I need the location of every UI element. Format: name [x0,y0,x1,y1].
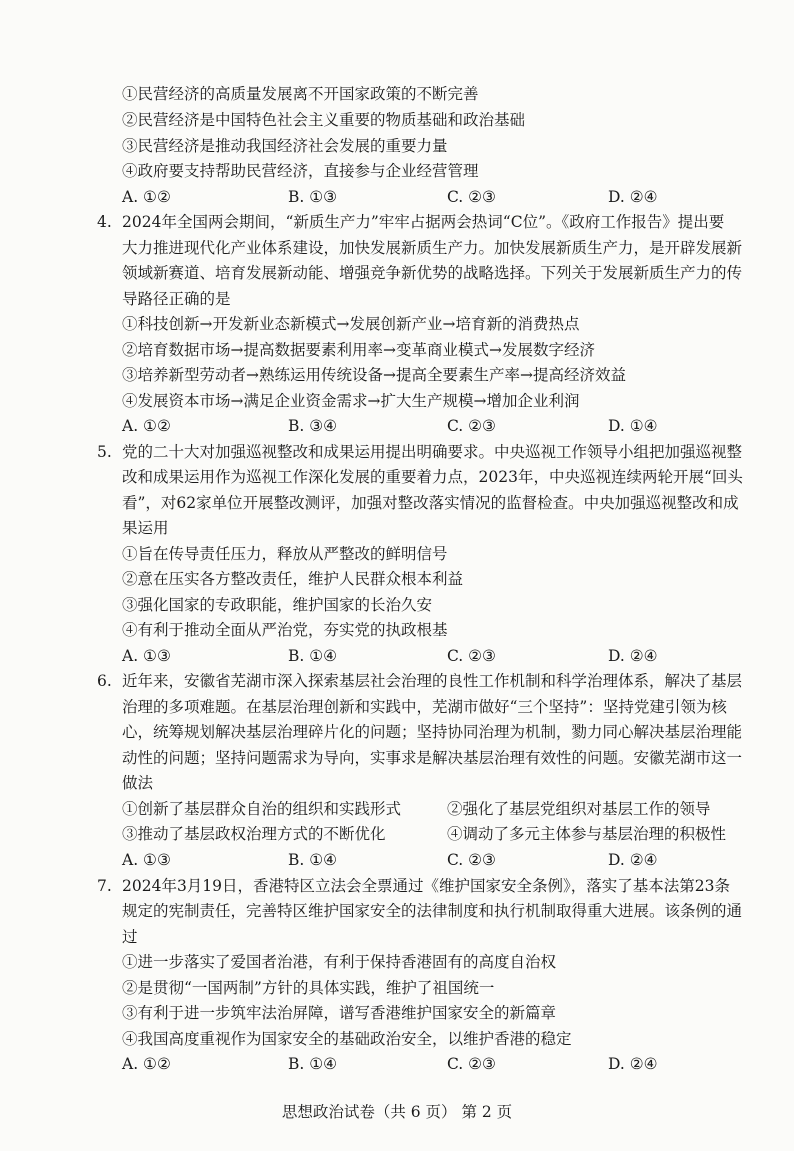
question-5-stem-line [0,440,794,464]
stem-text: 导路径正确的是 [122,290,231,308]
stem-text: 动性的问题；坚持问题需求为导向，实事求是解决基层治理有效性的问题。安徽芜湖市这一 [122,749,743,767]
stem-text: 治理的多项难题。在基层治理创新和实践中，芜湖市做好“三个坚持”：坚持党建引领为核 [122,698,727,716]
question-number: 5. [97,443,112,461]
statement-row [0,797,794,821]
options-row [0,414,794,438]
stem-text: 近年来，安徽省芜湖市深入探索基层社会治理的良性工作机制和科学治理体系，解决了基层 [122,672,743,690]
options-row [0,1052,794,1076]
statement: ③有利于进一步筑牢法治屏障，谱写香港维护国家安全的新篇章 [122,1004,557,1022]
options-row [0,644,794,668]
option-a[interactable]: A. ①③ [122,647,171,665]
question-number: 7. [97,877,112,895]
options-row [0,848,794,872]
stem-text: 做法 [122,774,154,792]
question-number: 6. [97,672,112,690]
stem-text: 大力推进现代化产业体系建设，加快发展新质生产力。加快发展新质生产力，是开辟发展新 [122,239,743,257]
option-a[interactable]: A. ①③ [122,851,171,869]
statement: ④我国高度重视作为国家安全的基础政治安全，以维护香港的稳定 [122,1030,572,1048]
stem-text: 果运用 [122,519,169,537]
statement: ④有利于推动全面从严治党，夯实党的执政根基 [122,621,448,639]
option-d[interactable]: D. ②④ [608,1055,658,1073]
option-b[interactable]: B. ③④ [288,417,338,435]
statement: ③强化国家的专政职能，维护国家的长治久安 [122,596,433,614]
stem-text: 领域新赛道、培育发展新动能、增强竞争新优势的战略选择。下列关于发展新质生产力的传 [122,264,743,282]
question-6-stem-line [0,669,794,693]
stem-text: 过 [122,928,138,946]
option-a[interactable]: A. ①② [122,188,171,206]
statement: ②培育数据市场→提高数据要素利用率→变革商业模式→发展数字经济 [122,341,595,359]
statement: ①旨在传导责任压力，释放从严整改的鲜明信号 [122,545,448,563]
stem-text: 看”，对62家单位开展整改测评，加强对整改落实情况的监督检查。中央加强巡视整改和成 [122,494,739,512]
question-number: 4. [97,213,112,231]
statement-row [0,822,794,846]
page-footer: 思想政治试卷（共 6 页） 第 2 页 [281,1103,513,1121]
stem-text: 2024年全国两会期间，“新质生产力”牢牢占据两会热词“C位”。《政府工作报告》提出要 [122,213,725,231]
stem-text: 党的二十大对加强巡视整改和成果运用提出明确要求。中央巡视工作领导小组把加强巡视整 [122,443,743,461]
options-row [0,185,794,209]
statement: ①科技创新→开发新业态新模式→发展创新产业→培育新的消费热点 [122,315,580,333]
statement: ③民营经济是推动我国经济社会发展的重要力量 [122,137,448,155]
statement: ①创新了基层群众自治的组织和实践形式 [122,800,402,818]
option-d[interactable]: D. ②④ [608,188,658,206]
stem-text: 规定的宪制责任，完善特区维护国家安全的法律制度和执行机制取得重大进展。该条例的通 [122,902,743,920]
statement: ②是贯彻“一国两制”方针的具体实践，维护了祖国统一 [122,979,495,997]
option-b[interactable]: B. ①④ [288,851,338,869]
option-a[interactable]: A. ①② [122,417,171,435]
statement: ②强化了基层党组织对基层工作的领导 [447,800,711,818]
stem-text: 改和成果运用作为巡视工作深化发展的重要着力点，2023年，中央巡视连续两轮开展“回头 [122,468,743,486]
statement: ②民营经济是中国特色社会主义重要的物质基础和政治基础 [122,111,526,129]
option-c[interactable]: C. ②③ [447,188,496,206]
statement: ①民营经济的高质量发展离不开国家政策的不断完善 [122,85,479,103]
option-c[interactable]: C. ②③ [447,647,496,665]
statement: ④发展资本市场→满足企业资金需求→扩大生产规模→增加企业利润 [122,392,580,410]
statement: ③培养新型劳动者→熟练运用传统设备→提高全要素生产率→提高经济效益 [122,366,626,384]
statement: ④政府要支持帮助民营经济，直接参与企业经营管理 [122,162,479,180]
statement: ②意在压实各方整改责任，维护人民群众根本利益 [122,570,464,588]
stem-text: 心，统筹规划解决基层治理碎片化的问题；坚持协同治理为机制，勠力同心解决基层治理能 [122,723,743,741]
stem-text: 2024年3月19日，香港特区立法会全票通过《维护国家安全条例》，落实了基本法第23条 [122,877,731,895]
option-b[interactable]: B. ①③ [288,188,338,206]
option-a[interactable]: A. ①② [122,1055,171,1073]
statement: ①进一步落实了爱国者治港，有利于保持香港固有的高度自治权 [122,953,557,971]
option-c[interactable]: C. ②③ [447,851,496,869]
option-c[interactable]: C. ②③ [447,1055,496,1073]
option-d[interactable]: D. ①④ [608,417,658,435]
option-b[interactable]: B. ①④ [288,647,338,665]
option-c[interactable]: C. ②③ [447,417,496,435]
statement: ④调动了多元主体参与基层治理的积极性 [447,825,727,843]
option-d[interactable]: D. ②④ [608,647,658,665]
statement: ③推动了基层政权治理方式的不断优化 [122,825,386,843]
question-4-stem-line [0,210,794,234]
option-d[interactable]: D. ②④ [608,851,658,869]
question-7-stem-line [0,874,794,898]
option-b[interactable]: B. ①④ [288,1055,338,1073]
